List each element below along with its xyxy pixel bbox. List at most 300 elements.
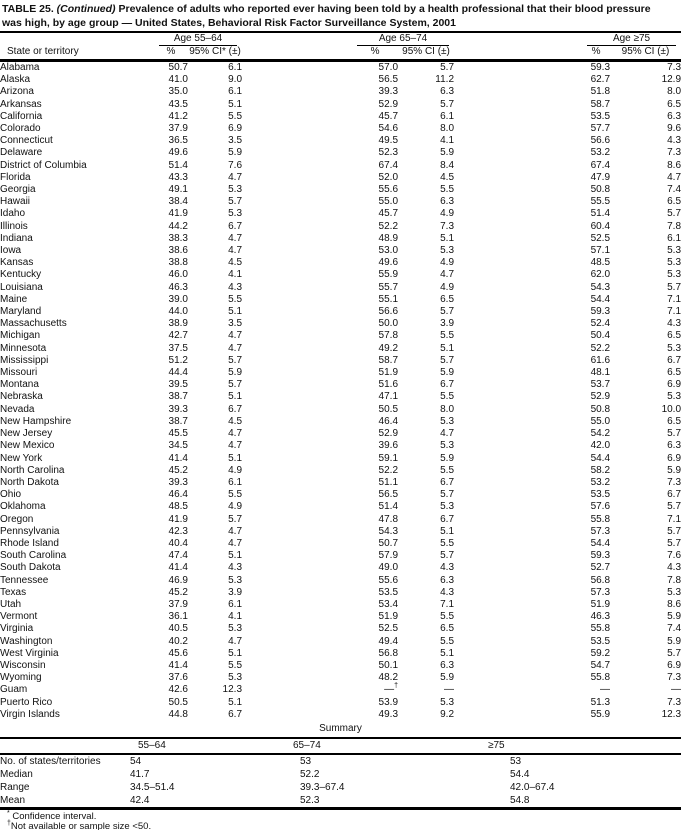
value-cell: 50.7 [378, 537, 399, 549]
value-cell: 54.4 [590, 452, 611, 464]
state-cell: Kansas [0, 257, 34, 269]
value-cell: 55.7 [378, 281, 399, 293]
table-row [0, 318, 681, 330]
state-cell: New York [0, 452, 43, 464]
spacer-cell [242, 233, 352, 245]
value-cell: 55.1 [378, 293, 399, 305]
value-cell: 39.3 [168, 476, 188, 488]
state-cell: Iowa [0, 245, 22, 257]
value-cell: 67.4 [378, 159, 399, 171]
spacer-cell [454, 233, 582, 245]
spacer-cell [242, 74, 352, 86]
value-cell: 6.3 [667, 440, 681, 452]
spacer-cell [242, 61, 352, 75]
value-cell: 5.1 [228, 647, 243, 659]
value-cell: 5.9 [667, 635, 681, 647]
value-cell: 9.0 [228, 74, 243, 86]
value-cell: 5.1 [440, 525, 455, 537]
table-row [0, 672, 681, 684]
value-cell: 52.9 [590, 391, 611, 403]
summary-value-cell: 52.3 [300, 794, 320, 806]
value-cell: 6.3 [440, 574, 455, 586]
spacer-cell [242, 184, 352, 196]
table-row [0, 611, 681, 623]
value-cell: 42.0 [590, 440, 611, 452]
spacer-cell [454, 172, 582, 184]
value-cell: 5.7 [440, 354, 455, 366]
value-cell: 59.3 [590, 550, 611, 562]
value-cell: 53.5 [590, 635, 611, 647]
spacer-cell [454, 318, 582, 330]
value-cell: 55.8 [590, 672, 611, 684]
value-cell: 5.1 [228, 306, 243, 318]
value-cell: 49.6 [168, 147, 188, 159]
footnote-marker-dagger: † [7, 819, 11, 827]
value-cell: 5.3 [440, 501, 455, 513]
value-cell: 51.4 [378, 501, 399, 513]
value-cell: 57.6 [590, 501, 611, 513]
group-gap [454, 46, 582, 61]
summary-value-cell: 42.4 [130, 794, 150, 806]
prevalence-table [0, 33, 681, 721]
value-cell: 5.3 [440, 415, 455, 427]
spacer-cell [454, 184, 582, 196]
value-cell: 49.0 [378, 562, 399, 574]
column-header-row [0, 46, 681, 61]
value-cell: 4.7 [228, 635, 243, 647]
value-cell: 4.9 [228, 464, 243, 476]
value-cell: 47.8 [378, 513, 399, 525]
value-cell: 11.2 [435, 74, 455, 86]
spacer-cell [242, 648, 352, 660]
value-cell: 5.9 [228, 147, 243, 159]
value-cell: 4.7 [228, 171, 243, 183]
table-row [0, 221, 681, 233]
value-cell: 8.0 [440, 403, 455, 415]
spacer-cell [242, 123, 352, 135]
table-row [0, 269, 681, 281]
spacer-cell [242, 697, 352, 709]
spacer-cell [242, 465, 352, 477]
table-row [0, 697, 681, 709]
spacer-cell [454, 709, 582, 721]
value-cell: 40.5 [168, 623, 188, 635]
state-cell: Virgin Islands [0, 708, 60, 720]
spacer-cell [454, 74, 582, 86]
value-cell: 4.7 [228, 428, 243, 440]
state-cell: Louisiana [0, 281, 43, 293]
ci-header-75-plus: 95% CI (±) [610, 46, 681, 61]
value-cell: 12.9 [661, 74, 681, 86]
value-cell: 50.5 [378, 403, 399, 415]
value-cell: 42.3 [168, 525, 188, 537]
table-row [0, 636, 681, 648]
table-row [0, 391, 681, 403]
value-cell: 49.6 [378, 257, 399, 269]
value-cell: 5.3 [667, 391, 681, 403]
value-cell: 4.3 [228, 281, 243, 293]
value-cell: 58.7 [590, 98, 611, 110]
value-cell: 44.4 [168, 367, 188, 379]
spacer-cell [242, 330, 352, 342]
value-cell: 55.8 [590, 513, 611, 525]
value-cell: 5.1 [440, 342, 455, 354]
value-cell: 34.5 [168, 440, 188, 452]
value-cell: 5.9 [228, 367, 243, 379]
value-cell: 5.7 [228, 196, 243, 208]
value-cell: 4.3 [667, 135, 681, 147]
spacer-cell [242, 269, 352, 281]
value-cell: 51.1 [378, 476, 399, 488]
age-group-75-plus: Age ≥75 [582, 33, 681, 46]
value-cell: 7.3 [667, 62, 681, 73]
value-cell: 54.3 [590, 281, 611, 293]
spacer-cell [454, 697, 582, 709]
value-cell: 5.7 [667, 428, 681, 440]
age-group-header-row [0, 33, 681, 46]
value-cell: 48.5 [168, 501, 188, 513]
table-row [0, 416, 681, 428]
table-row [0, 61, 681, 75]
table-row [0, 623, 681, 635]
value-cell: 5.9 [440, 367, 455, 379]
value-cell: 4.7 [228, 245, 243, 257]
table-row [0, 453, 681, 465]
value-cell: 52.5 [378, 623, 399, 635]
spacer-cell [454, 306, 582, 318]
value-cell: 9.2 [440, 708, 455, 720]
value-cell: 3.9 [440, 318, 455, 330]
value-cell: 53.5 [590, 110, 611, 122]
state-cell: Guam [0, 684, 28, 696]
spacer-cell [242, 526, 352, 538]
spacer-cell [242, 294, 352, 306]
value-cell: 52.5 [590, 232, 611, 244]
state-cell: Washington [0, 635, 53, 647]
state-cell: Hawaii [0, 196, 31, 208]
spacer-cell [454, 135, 582, 147]
value-cell: 5.3 [667, 269, 681, 281]
summary-value-cell: 42.0–67.4 [510, 781, 555, 793]
value-cell: 6.1 [440, 110, 455, 122]
value-cell: 37.5 [168, 342, 188, 354]
spacer-cell [454, 550, 582, 562]
value-cell: 53.5 [590, 489, 611, 501]
group-gap [454, 33, 582, 46]
spacer-cell [454, 147, 582, 159]
value-cell: 3.5 [228, 318, 243, 330]
value-cell: 41.4 [168, 452, 188, 464]
value-cell: 53.2 [590, 476, 611, 488]
value-cell: 5.9 [440, 452, 455, 464]
value-cell: 4.9 [440, 281, 455, 293]
value-cell: 5.7 [228, 354, 243, 366]
state-cell: Maryland [0, 306, 42, 318]
value-cell: 41.0 [168, 74, 188, 86]
value-cell: 56.6 [590, 135, 611, 147]
value-cell: 6.3 [440, 659, 455, 671]
state-cell: South Carolina [0, 550, 67, 562]
value-cell: 55.5 [590, 196, 611, 208]
table-row [0, 330, 681, 342]
summary-value-cell: 41.7 [130, 768, 150, 780]
value-cell: 55.9 [378, 269, 399, 281]
value-cell: 35.0 [168, 86, 188, 98]
value-cell: 7.3 [667, 672, 681, 684]
value-cell: 7.1 [667, 306, 681, 318]
value-cell: 5.1 [228, 391, 243, 403]
value-cell: 5.3 [667, 342, 681, 354]
table-row [0, 599, 681, 611]
value-cell: 49.1 [168, 184, 188, 196]
spacer-cell [242, 196, 352, 208]
value-cell: 49.4 [378, 635, 399, 647]
state-cell: Wyoming [0, 672, 42, 684]
value-cell: 4.3 [667, 562, 681, 574]
value-cell: 49.2 [378, 342, 399, 354]
spacer-cell [242, 684, 352, 696]
value-cell: 60.4 [590, 220, 611, 232]
value-cell: 55.9 [590, 708, 611, 720]
summary-header-65-74: 65–74 [300, 739, 510, 754]
value-cell: 6.7 [440, 513, 455, 525]
spacer-cell [454, 330, 582, 342]
value-cell: 52.2 [378, 220, 399, 232]
spacer-cell [454, 538, 582, 550]
table-row [0, 99, 681, 111]
spacer-cell [454, 526, 582, 538]
value-cell: 5.3 [440, 696, 455, 708]
value-cell: 45.2 [168, 464, 188, 476]
spacer-cell [454, 562, 582, 574]
summary-value-cell: 54.4 [510, 768, 530, 780]
spacer-cell [242, 636, 352, 648]
value-cell: 7.3 [667, 696, 681, 708]
value-cell: 5.7 [667, 525, 681, 537]
state-cell: Arkansas [0, 98, 42, 110]
value-cell: 4.7 [667, 171, 681, 183]
value-cell: 37.9 [168, 598, 188, 610]
value-cell: 6.9 [228, 123, 243, 135]
summary-value-cell: 53 [510, 755, 522, 767]
value-cell: 6.5 [667, 415, 681, 427]
value-cell: 4.5 [228, 415, 243, 427]
footnote-marker-asterisk: * [7, 809, 10, 817]
table-row [0, 404, 681, 416]
value-cell: 3.5 [228, 135, 243, 147]
table-row [0, 294, 681, 306]
spacer-cell [242, 147, 352, 159]
value-cell: 6.1 [228, 86, 243, 98]
value-cell: 44.0 [168, 306, 188, 318]
table-row [0, 684, 681, 696]
value-cell: 52.2 [590, 342, 611, 354]
value-cell: 4.7 [228, 232, 243, 244]
table-row [0, 208, 681, 220]
value-cell: 49.5 [378, 135, 399, 147]
value-cell: 49.3 [378, 708, 399, 720]
value-cell: 6.7 [228, 708, 243, 720]
value-cell: 39.3 [168, 403, 188, 415]
state-cell: Michigan [0, 330, 41, 342]
state-cell: Illinois [0, 220, 28, 232]
state-cell: West Virginia [0, 647, 59, 659]
value-cell: 5.7 [440, 62, 455, 73]
state-cell: Idaho [0, 208, 26, 220]
spacer-cell [454, 123, 582, 135]
value-cell: 59.1 [378, 452, 399, 464]
value-cell: 5.7 [440, 306, 455, 318]
value-cell: 57.1 [590, 245, 611, 257]
value-cell: 4.7 [228, 525, 243, 537]
value-cell: 5.9 [440, 147, 455, 159]
value-cell: 4.3 [440, 562, 455, 574]
value-cell: 4.1 [440, 135, 455, 147]
value-cell: 51.9 [378, 611, 399, 623]
value-cell: 51.2 [168, 354, 188, 366]
value-cell: 5.3 [667, 245, 681, 257]
value-cell: 52.2 [378, 464, 399, 476]
summary-value-cell: 52.2 [300, 768, 320, 780]
spacer-cell [454, 355, 582, 367]
spacer-cell [454, 453, 582, 465]
value-cell: 42.7 [168, 330, 188, 342]
spacer-cell [242, 416, 352, 428]
value-cell: 8.4 [440, 159, 455, 171]
value-cell: 55.0 [590, 415, 611, 427]
table-row [0, 440, 681, 452]
title-line-1 [2, 2, 679, 16]
spacer-cell [454, 648, 582, 660]
table-row [0, 660, 681, 672]
value-cell: 41.9 [168, 513, 188, 525]
spacer-cell [242, 257, 352, 269]
value-cell: 55.6 [378, 574, 399, 586]
value-cell: 38.3 [168, 232, 188, 244]
spacer-cell [242, 99, 352, 111]
value-cell: 37.9 [168, 123, 188, 135]
summary-table [0, 739, 681, 810]
state-cell: Tennessee [0, 574, 49, 586]
state-cell: Arizona [0, 86, 34, 98]
spacer-cell [454, 514, 582, 526]
value-cell: 4.5 [440, 171, 455, 183]
value-cell: 56.8 [378, 647, 399, 659]
table-row [0, 526, 681, 538]
spacer-cell [242, 489, 352, 501]
value-cell: 52.9 [378, 98, 399, 110]
value-cell: 41.4 [168, 562, 188, 574]
value-cell: 5.5 [440, 635, 455, 647]
ci-header-55-64: 95% CI* (±) [188, 46, 242, 61]
spacer-cell [242, 355, 352, 367]
state-cell: Florida [0, 171, 31, 183]
value-cell: 53.2 [590, 147, 611, 159]
table-row [0, 477, 681, 489]
summary-value-cell: 53 [300, 755, 312, 767]
value-cell: 54.4 [590, 293, 611, 305]
spacer-cell [242, 245, 352, 257]
value-cell: 48.5 [590, 257, 611, 269]
value-cell: 5.5 [228, 489, 243, 501]
value-cell: 56.8 [590, 574, 611, 586]
value-cell: 6.3 [667, 110, 681, 122]
value-cell: 57.0 [378, 62, 399, 73]
value-cell: 7.4 [667, 623, 681, 635]
footnote-confidence-interval: * Confidence interval. [7, 809, 97, 822]
value-cell: 52.3 [378, 147, 399, 159]
value-cell: 59.3 [590, 62, 611, 73]
table-row [0, 282, 681, 294]
spacer-cell [454, 489, 582, 501]
value-cell: 41.4 [168, 659, 188, 671]
value-cell: 53.7 [590, 379, 611, 391]
summary-header [0, 739, 681, 754]
table-row [0, 233, 681, 245]
spacer-cell [242, 318, 352, 330]
table-row [0, 86, 681, 98]
state-cell: Colorado [0, 123, 41, 135]
value-cell: 6.9 [667, 379, 681, 391]
value-cell: 5.1 [440, 647, 455, 659]
value-cell: 5.3 [228, 672, 243, 684]
table-row [0, 514, 681, 526]
age-group-65-74: Age 65–74 [352, 33, 454, 46]
value-cell: 57.3 [590, 586, 611, 598]
value-cell: 7.8 [667, 220, 681, 232]
spacer-cell [242, 135, 352, 147]
value-cell: 55.0 [378, 196, 399, 208]
state-cell: North Carolina [0, 464, 65, 476]
value-cell: 51.9 [590, 598, 611, 610]
value-cell: 46.4 [378, 415, 399, 427]
state-cell: South Dakota [0, 562, 61, 574]
spacer-cell [454, 428, 582, 440]
table-row [0, 538, 681, 550]
state-cell: Ohio [0, 489, 22, 501]
value-cell: 40.2 [168, 635, 188, 647]
value-cell: 38.9 [168, 318, 188, 330]
age-group-55-64: Age 55–64 [154, 33, 242, 46]
value-cell: 7.1 [667, 513, 681, 525]
spacer-cell [242, 599, 352, 611]
value-cell: 53.5 [378, 586, 399, 598]
value-cell: 5.9 [667, 611, 681, 623]
value-cell: 55.6 [378, 184, 399, 196]
table-row [0, 575, 681, 587]
value-cell: 39.0 [168, 293, 188, 305]
state-cell: Kentucky [0, 269, 42, 281]
state-cell: Wisconsin [0, 659, 46, 671]
value-cell: 5.3 [667, 257, 681, 269]
value-cell: 5.1 [228, 98, 243, 110]
value-cell: 54.7 [590, 659, 611, 671]
spacer-cell [454, 86, 582, 98]
table-row [0, 587, 681, 599]
value-cell: 50.4 [590, 330, 611, 342]
spacer-cell [242, 306, 352, 318]
value-cell: 6.3 [440, 86, 455, 98]
spacer-cell [242, 86, 352, 98]
table-row [0, 147, 681, 159]
value-cell: — [671, 684, 681, 696]
spacer-cell [242, 709, 352, 721]
spacer-cell [242, 538, 352, 550]
spacer-cell [454, 684, 582, 696]
spacer-cell [242, 623, 352, 635]
spacer-cell [454, 611, 582, 623]
spacer-cell [242, 343, 352, 355]
